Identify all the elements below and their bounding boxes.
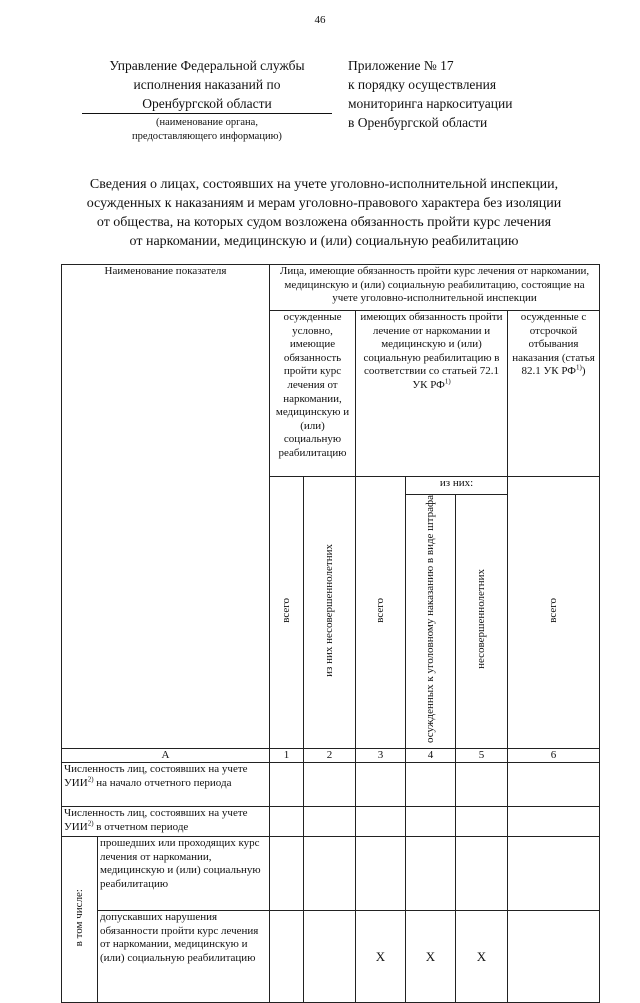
conditional-minors-header xyxy=(304,477,356,749)
organization-line: Управление Федеральной службы xyxy=(109,58,305,73)
art72-minors-header xyxy=(456,495,508,749)
value-cell[interactable] xyxy=(304,911,356,1003)
index-cell: 4 xyxy=(406,748,456,763)
group-header: Лица, имеющие обязанность пройти курс лечения от наркомании, медицинскую и (или) социальную реабилитацию, состоящие на учете уголовно-исполнительной инспекции xyxy=(279,265,590,305)
row-label xyxy=(62,807,270,837)
conditional-minors-header-text: из них несовершеннолетних xyxy=(322,543,335,677)
appendix-line: к порядку осуществления xyxy=(348,77,497,92)
conditional-total-header xyxy=(270,477,304,749)
value-cell[interactable] xyxy=(304,837,356,911)
organization-note-line: предоставляющего информацию) xyxy=(132,131,282,142)
organization-line: исполнения наказаний по xyxy=(133,77,281,92)
footnote-mark: 1) xyxy=(444,377,451,386)
in-total-label: в том числе: xyxy=(72,888,85,947)
table-row xyxy=(62,911,600,1003)
x-mark-cell: Х xyxy=(456,911,508,1003)
row-label xyxy=(98,837,270,911)
appendix-block xyxy=(348,56,608,132)
value-cell[interactable] xyxy=(456,837,508,911)
in-total-label-cell xyxy=(62,837,98,1003)
footnote-mark: 2) xyxy=(87,775,94,784)
row-label-tail: в отчетном периоде xyxy=(93,820,189,833)
index-cell: 2 xyxy=(304,748,356,763)
value-cell[interactable] xyxy=(508,911,600,1003)
appendix-line: в Оренбургской области xyxy=(348,115,488,130)
x-mark-cell: Х xyxy=(406,911,456,1003)
deferred-header: осужденные с отсрочкой отбывания наказания (статья 82.1 УК РФ xyxy=(512,311,595,378)
appendix-line: Приложение № 17 xyxy=(348,58,454,73)
index-row xyxy=(62,748,600,763)
row-label xyxy=(98,911,270,1003)
index-cell: 5 xyxy=(456,748,508,763)
indicator-header-cell xyxy=(62,265,270,749)
x-mark-cell: Х xyxy=(356,911,406,1003)
art72-fine-header xyxy=(406,495,456,749)
value-cell[interactable] xyxy=(508,763,600,807)
footnote-mark: 2) xyxy=(87,819,94,828)
art72-header-cell xyxy=(356,311,508,477)
index-cell: 3 xyxy=(356,748,406,763)
group-header-cell xyxy=(270,265,600,311)
art72-total-header-text: всего xyxy=(373,597,386,623)
row-label-tail: на начало отчетного периода xyxy=(93,776,232,789)
value-cell[interactable] xyxy=(270,763,304,807)
value-cell[interactable] xyxy=(456,763,508,807)
value-cell[interactable] xyxy=(304,807,356,837)
value-cell[interactable] xyxy=(406,807,456,837)
row-label-text: допускавших нарушения обязанности пройти курс лечения от наркомании, медицинскую и (или) социальную реабилитацию xyxy=(100,911,259,964)
conditional-header: осужденные условно, имеющие обязанность пройти курс лечения от наркомании, медицинскую и (или) социальную реабилитацию xyxy=(275,311,350,459)
organization-note-line: (наименование органа, xyxy=(156,117,258,128)
title-line: от общества, на которых судом возложена обязанность пройти курс лечения xyxy=(96,215,552,230)
organization-note xyxy=(82,116,332,144)
value-cell[interactable] xyxy=(356,763,406,807)
deferred-header-tail: ) xyxy=(581,365,586,378)
document-title xyxy=(60,175,588,251)
title-line: осужденных к наказаниям и мерам уголовно-правового характера без изоляции xyxy=(86,196,562,211)
value-cell[interactable] xyxy=(508,837,600,911)
table-row xyxy=(62,807,600,837)
index-cell: А xyxy=(62,748,270,763)
art72-header: имеющих обязанность пройти лечение от наркомании и медицинскую и (или) социальную реабилитацию в соответствии со статьей 72.1 УК РФ xyxy=(360,311,503,391)
table-row xyxy=(62,763,600,807)
organization-line: Оренбургской области xyxy=(82,94,332,114)
deferred-header-cell xyxy=(508,311,600,477)
value-cell[interactable] xyxy=(406,837,456,911)
conditional-header-cell xyxy=(270,311,356,477)
value-cell[interactable] xyxy=(270,837,304,911)
title-line: Сведения о лицах, состоявших на учете уголовно-исполнительной инспекции, xyxy=(89,177,559,192)
value-cell[interactable] xyxy=(356,837,406,911)
table-row xyxy=(62,837,600,911)
deferred-total-header-text: всего xyxy=(546,597,559,623)
value-cell[interactable] xyxy=(356,807,406,837)
report-table xyxy=(61,264,600,1003)
row-label xyxy=(62,763,270,807)
of-them-header: из них: xyxy=(406,477,508,495)
row-label-text: Численность лиц, состоявших на учете УИИ xyxy=(64,807,248,833)
appendix-line: мониторинга наркоситуации xyxy=(348,96,513,111)
deferred-total-header xyxy=(508,477,600,749)
index-cell: 1 xyxy=(270,748,304,763)
organization-block xyxy=(82,56,332,144)
art72-total-header xyxy=(356,477,406,749)
indicator-header: Наименование показателя xyxy=(104,265,227,277)
title-line: от наркомании, медицинскую и (или) социальную реабилитацию xyxy=(129,234,519,249)
row-label-text: прошедших или проходящих курс лечения от наркомании, медицинскую и (или) социальную реабилитацию xyxy=(100,837,261,890)
value-cell[interactable] xyxy=(270,807,304,837)
row-label-text: Численность лиц, состоявших на учете УИИ xyxy=(64,763,248,789)
art72-minors-header-text: несовершеннолетних xyxy=(474,569,487,669)
conditional-total-header-text: всего xyxy=(279,597,292,623)
footnote-mark: 1) xyxy=(575,363,582,372)
value-cell[interactable] xyxy=(508,807,600,837)
index-cell: 6 xyxy=(508,748,600,763)
art72-fine-header-text: осужденных к уголовному наказанию в виде штрафа xyxy=(423,495,436,743)
value-cell[interactable] xyxy=(304,763,356,807)
value-cell[interactable] xyxy=(270,911,304,1003)
value-cell[interactable] xyxy=(456,807,508,837)
value-cell[interactable] xyxy=(406,763,456,807)
page-number: 46 xyxy=(314,14,326,26)
